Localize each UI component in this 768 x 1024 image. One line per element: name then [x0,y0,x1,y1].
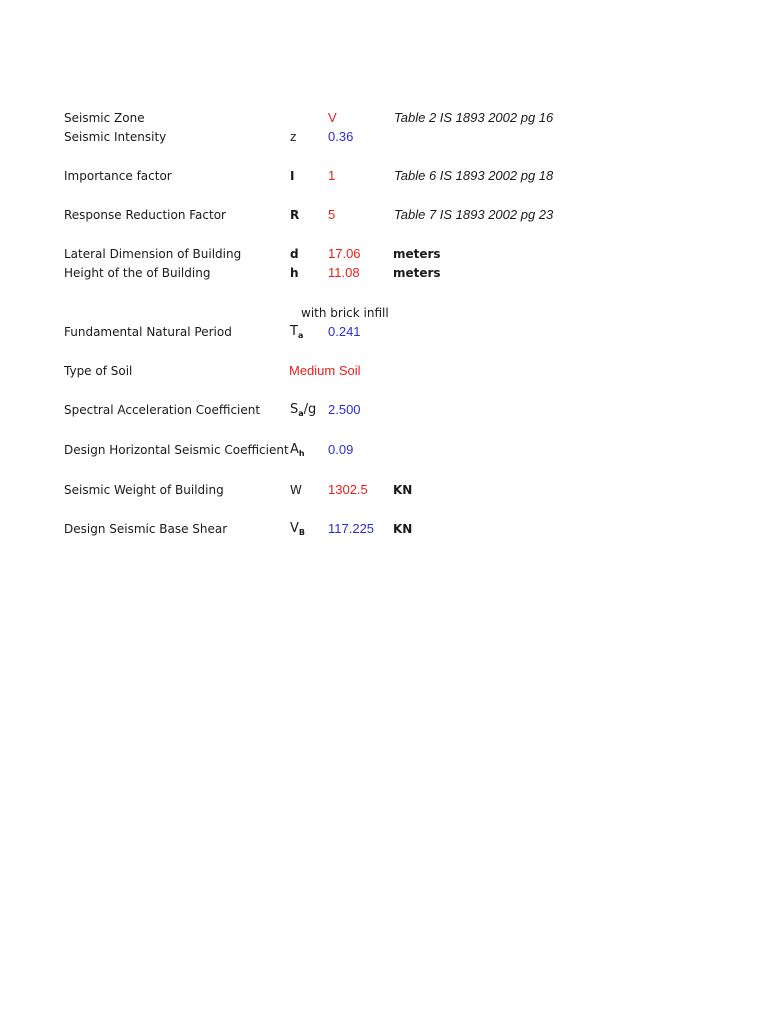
row-lateral-dimension [0,244,768,264]
unit-lateral-dimension[interactable]: meters [393,247,441,261]
symbol-subscript: B [298,528,306,537]
symbol-main: A [290,442,299,457]
value-lateral-dimension[interactable]: 17.06 [328,246,361,261]
row-importance-factor [0,166,768,186]
label-seismic-zone[interactable]: Seismic Zone [64,111,145,125]
label-lateral-dimension[interactable]: Lateral Dimension of Building [64,247,242,261]
row-seismic-intensity [0,127,768,147]
row-response-reduction [0,205,768,225]
label-seismic-weight[interactable]: Seismic Weight of Building [64,483,224,497]
ref-seismic-zone[interactable]: Table 2 IS 1893 2002 pg 16 [394,110,554,125]
symbol-seismic-weight[interactable]: W [290,483,302,497]
label-response-reduction[interactable]: Response Reduction Factor [64,208,226,222]
row-height [0,263,768,283]
symbol-height[interactable]: h [290,266,299,280]
value-horizontal-coeff[interactable]: 0.09 [328,442,354,457]
unit-seismic-weight[interactable]: KN [393,483,413,497]
symbol-lateral-dimension[interactable]: d [290,247,299,261]
label-base-shear[interactable]: Design Seismic Base Shear [64,522,228,536]
symbol-main: V [290,521,299,536]
row-base-shear [0,519,768,539]
value-seismic-weight[interactable]: 1302.5 [328,482,368,497]
value-importance-factor[interactable]: 1 [328,168,336,183]
symbol-base-shear[interactable] [290,519,305,543]
symbol-main: T [290,324,298,339]
symbol-subscript: h [298,449,305,458]
symbol-subscript: a [297,331,304,340]
value-base-shear[interactable]: 117.225 [328,521,375,536]
label-seismic-intensity[interactable]: Seismic Intensity [64,130,167,144]
value-height[interactable]: 11.08 [328,265,360,280]
label-spectral-accel[interactable]: Spectral Acceleration Coefficient [64,403,261,417]
label-height[interactable]: Height of the of Building [64,266,211,280]
symbol-response-reduction[interactable]: R [290,208,300,222]
value-seismic-intensity[interactable]: 0.36 [328,129,354,144]
label-natural-period[interactable]: Fundamental Natural Period [64,325,232,339]
value-natural-period[interactable]: 0.241 [328,324,361,339]
symbol-seismic-intensity[interactable]: z [290,130,297,144]
symbol-suffix: /g [303,402,317,417]
row-natural-period [0,322,768,342]
symbol-main: S [290,402,299,417]
unit-height[interactable]: meters [393,266,441,280]
label-importance-factor[interactable]: Importance factor [64,169,172,183]
symbol-importance-factor[interactable]: I [290,169,295,183]
row-seismic-zone [0,108,768,128]
symbol-horizontal-coeff[interactable] [290,440,305,464]
unit-base-shear[interactable]: KN [393,522,413,536]
row-seismic-weight [0,480,768,500]
symbol-subscript: a [298,409,304,418]
ref-importance-factor[interactable]: Table 6 IS 1893 2002 pg 18 [394,168,554,183]
value-spectral-accel[interactable]: 2.500 [328,402,361,417]
label-soil-type[interactable]: Type of Soil [64,364,133,378]
value-seismic-zone[interactable]: V [328,110,337,125]
value-soil-type[interactable]: Medium Soil [289,363,361,378]
label-horizontal-coeff[interactable]: Design Horizontal Seismic Coefficient [64,443,289,457]
row-horizontal-coeff [0,440,768,460]
row-soil-type [0,361,768,381]
symbol-spectral-accel[interactable] [290,400,316,424]
ref-response-reduction[interactable]: Table 7 IS 1893 2002 pg 23 [394,207,554,222]
symbol-natural-period[interactable] [290,322,303,346]
value-response-reduction[interactable]: 5 [328,207,336,222]
note-brick-infill[interactable]: with brick infill [301,306,389,320]
row-brick-note [0,303,768,323]
row-spectral-accel [0,400,768,420]
